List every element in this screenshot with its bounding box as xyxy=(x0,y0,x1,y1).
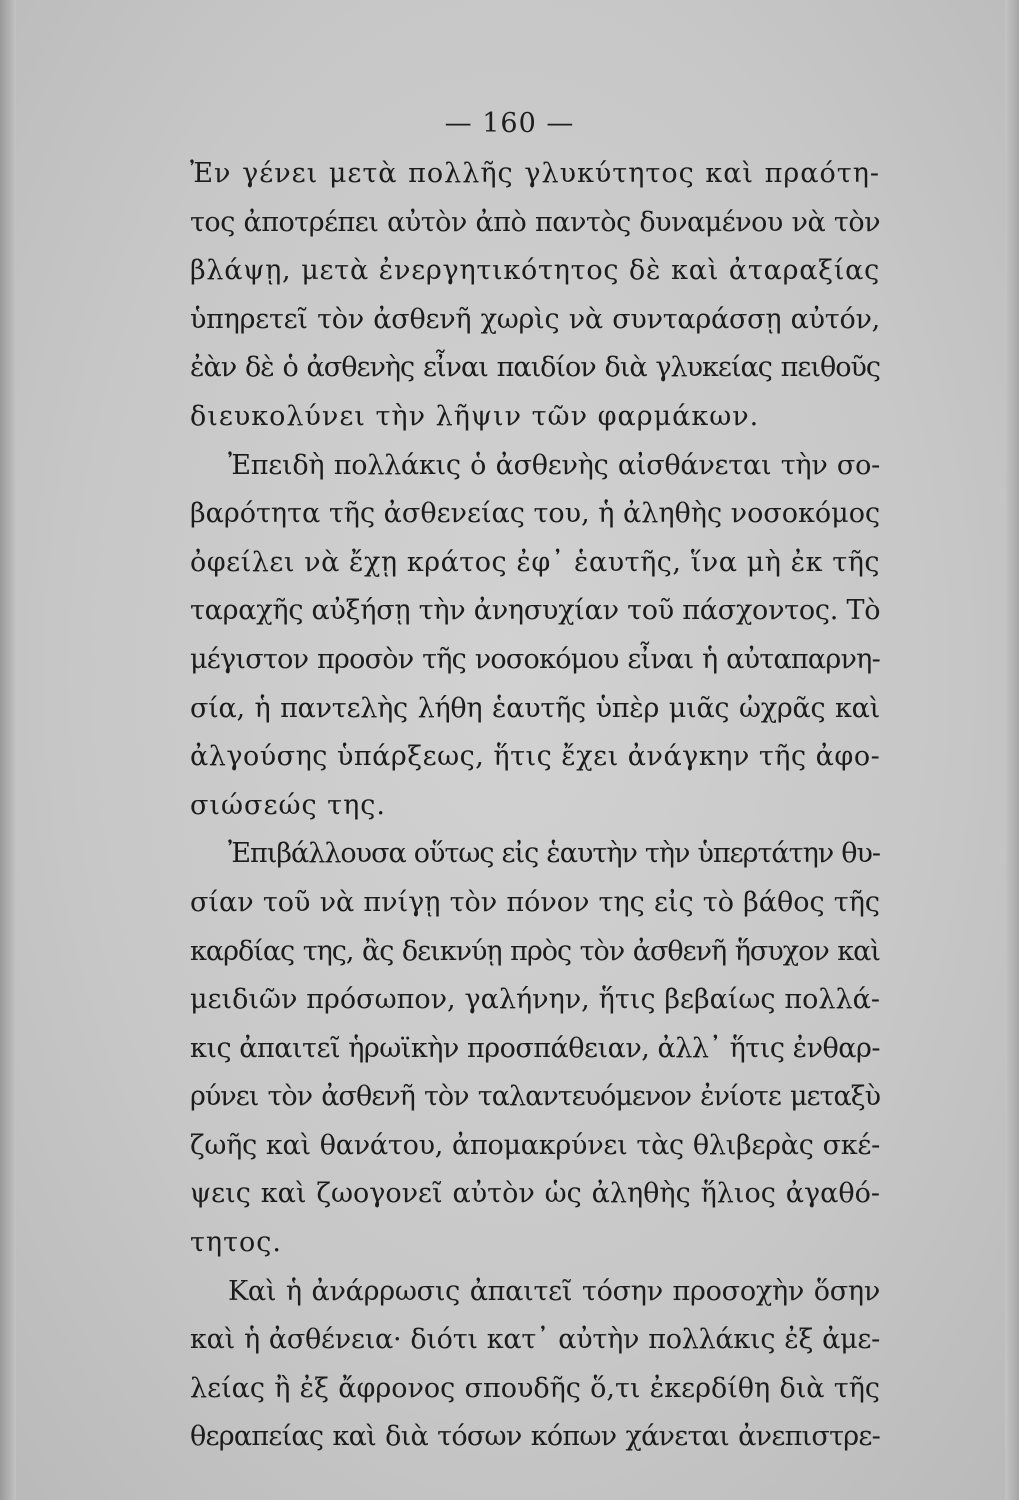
page-number: — 160 — xyxy=(444,108,575,139)
text-line: ὀφείλει νὰ ἔχῃ κράτος ἐφ᾿ ἑαυτῆς, ἵνα μὴ ἐκ τῆς xyxy=(190,546,880,578)
text-line: θεραπείας καὶ διὰ τόσων κόπων χάνεται ἀνεπιστρε- xyxy=(190,1421,880,1453)
text-line: βαρότητα τῆς ἀσθενείας του, ἡ ἀληθὴς νοσοκόμος xyxy=(190,498,881,530)
text-line: λείας ἢ ἐξ ἄφρονος σπουδῆς ὅ,τι ἐκερδίθη διὰ τῆς xyxy=(190,1372,880,1404)
text-line: τος ἀποτρέπει αὐτὸν ἀπὸ παντὸς δυναμένου νὰ τὸν xyxy=(190,206,880,238)
page-left-edge xyxy=(0,0,16,1500)
text-line: βλάψῃ, μετὰ ἐνεργητικότητος δὲ καὶ ἀταραξίας xyxy=(190,255,880,287)
text-line: καὶ ἡ ἀσθένεια· διότι κατ᾿ αὐτὴν πολλάκις ἐξ ἀμε- xyxy=(190,1324,880,1356)
text-line: Καὶ ἡ ἀνάρρωσις ἀπαιτεῖ τόσην προσοχὴν ὅσην xyxy=(228,1275,880,1307)
text-line: ἀλγούσης ὑπάρξεως, ἥτις ἔχει ἀνάγκην τῆς ἀφο- xyxy=(190,741,881,773)
text-line: ζωῆς καὶ θανάτου, ἀπομακρύνει τὰς θλιβερὰς σκέ- xyxy=(190,1129,880,1161)
text-line: σία, ἡ παντελὴς λήθη ἑαυτῆς ὑπὲρ μιᾶς ὠχρᾶς καὶ xyxy=(190,692,880,724)
text-line: σίαν τοῦ νὰ πνίγῃ τὸν πόνον της εἰς τὸ βάθος τῆς xyxy=(190,886,880,918)
text-line: κις ἀπαιτεῖ ἡρωϊκὴν προσπάθειαν, ἀλλ᾿ ἥτις ἐνθαρ- xyxy=(190,1032,880,1064)
text-line: ρύνει τὸν ἀσθενῆ τὸν ταλαντευόμενον ἐνίοτε μεταξὺ xyxy=(190,1081,880,1113)
page-right-edge xyxy=(1005,0,1019,1500)
text-line: καρδίας της, ἂς δεικνύῃ πρὸς τὸν ἀσθενῆ ἥσυχον καὶ xyxy=(190,935,880,967)
text-line: ταραχῆς αὐξήσῃ τὴν ἀνησυχίαν τοῦ πάσχοντος. Τὸ xyxy=(190,595,881,627)
text-line: τητος. xyxy=(190,1227,283,1259)
text-line: Ἐπιβάλλουσα οὕτως εἰς ἑαυτὴν τὴν ὑπερτάτην θυ- xyxy=(228,838,880,870)
text-line: διευκολύνει τὴν λῆψιν τῶν φαρμάκων. xyxy=(190,400,760,432)
text-line: μειδιῶν πρόσωπον, γαλήνην, ἥτις βεβαίως πολλά- xyxy=(190,984,880,1016)
body-text xyxy=(190,150,880,1462)
text-line: μέγιστον προσὸν τῆς νοσοκόμου εἶναι ἡ αὐταπαρνη- xyxy=(190,643,880,675)
text-line: σιώσεώς της. xyxy=(190,789,386,821)
text-line: ἐὰν δὲ ὁ ἀσθενὴς εἶναι παιδίον διὰ γλυκείας πειθοῦς xyxy=(190,352,880,384)
text-line: Ἐπειδὴ πολλάκις ὁ ἀσθενὴς αἰσθάνεται τὴν σο- xyxy=(228,449,880,481)
text-line: ψεις καὶ ζωογονεῖ αὐτὸν ὡς ἀληθὴς ἥλιος ἀγαθό- xyxy=(190,1178,880,1210)
text-line: ὑπηρετεῖ τὸν ἀσθενῆ χωρὶς νὰ συνταράσσῃ αὐτόν, xyxy=(190,303,880,335)
text-line: Ἐν γένει μετὰ πολλῆς γλυκύτητος καὶ πραότη- xyxy=(190,158,880,189)
